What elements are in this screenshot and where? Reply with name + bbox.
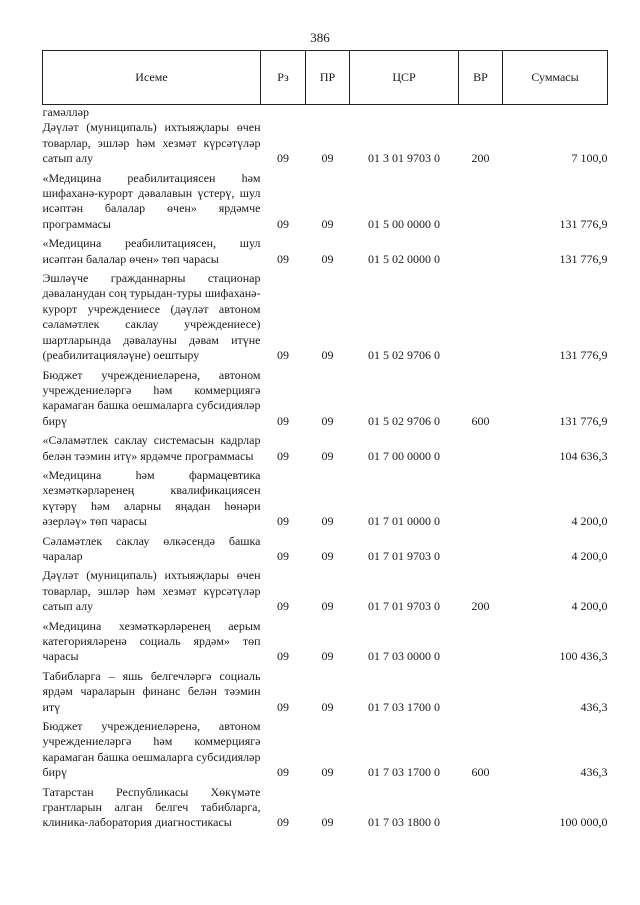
header-pr: ПР (306, 51, 350, 105)
row-sum: 436,3 (580, 765, 608, 780)
row-csr: 01 7 01 9703 0 (368, 548, 440, 563)
row-name: «Медицина реабилитациясен һәм шифаханә-курорт дәвалавын үстерү, шул исәптән балалар өчен» ярдәмче программасы (42, 170, 261, 231)
row-name: Бюджет учреждениеләренә, автоном учреждениеләргә һәм коммерциягә карамаган башка оешмаларга субсидияләр бирү (42, 367, 261, 428)
row-csr: 01 5 02 9706 0 (368, 413, 440, 428)
row-sum: 100 436,3 (559, 649, 608, 664)
header-rz: Рз (261, 51, 306, 105)
table-row (43, 468, 608, 534)
row-csr: 01 7 03 0000 0 (368, 649, 440, 664)
row-vr: 600 (471, 413, 490, 428)
row-rz: 09 (277, 251, 289, 266)
row-pr: 09 (321, 815, 334, 830)
page-number: 386 (310, 30, 330, 45)
row-rz: 09 (277, 765, 289, 780)
row-sum: 7 100,0 (571, 151, 608, 166)
row-sum: 4 200,0 (571, 548, 608, 563)
table-row (43, 120, 608, 170)
row-name: «Медицина хезмәткәрләренең аерым категорияләренә социаль ярдәм» төп чарасы (42, 618, 261, 664)
row-pr: 09 (321, 765, 334, 780)
row-csr: 01 5 02 0000 0 (368, 251, 440, 266)
table-row (43, 534, 608, 569)
row-csr: 01 7 01 9703 0 (368, 599, 440, 614)
row-csr: 01 5 02 9706 0 (368, 348, 440, 363)
row-pr: 09 (321, 251, 334, 266)
row-csr: 01 3 01 9703 0 (368, 151, 440, 166)
table-row (43, 368, 608, 434)
row-csr: 01 5 00 0000 0 (368, 216, 440, 231)
row-csr: 01 7 03 1700 0 (368, 765, 440, 780)
row-rz: 09 (277, 151, 289, 166)
row-pr: 09 (321, 599, 334, 614)
row-rz: 09 (277, 448, 289, 463)
row-csr: 01 7 00 0000 0 (368, 448, 440, 463)
row-name: Эшләүче гражданнарны стационар дәваланудан соң турыдан-туры шифаханә-курорт учреждениесе (дәүләт автоном сәламәтлек саклау учреждениесе) шартларында дәвалауны дәвам итүне (реабилитацияләүне) оештыру (42, 271, 261, 363)
header-vr: ВР (459, 51, 503, 105)
table-header-row (43, 51, 608, 105)
row-pr: 09 (321, 649, 334, 664)
row-vr (459, 433, 503, 468)
row-name: Бюджет учреждениеләренә, автоном учреждениеләргә һәм коммерциягә карамаган башка оешмаларга субсидияләр бирү (42, 719, 261, 780)
row-sum: 131 776,9 (559, 413, 608, 428)
table-row (43, 719, 608, 785)
row-pr: 09 (321, 216, 334, 231)
row-pr: 09 (321, 514, 334, 529)
row-vr (459, 236, 503, 271)
row-pr: 09 (321, 448, 334, 463)
table-row (43, 433, 608, 468)
row-vr (459, 468, 503, 534)
row-name: «Медицина реабилитациясен, шул исәптән балалар өчен» төп чарасы (42, 236, 261, 266)
row-name: Дәүләт (муниципаль) ихтыяҗлары өчен товарлар, эшләр һәм хезмәт күрсәтүләр сатып алу (42, 568, 261, 614)
table-row (43, 271, 608, 367)
row-sum: 104 636,3 (559, 448, 608, 463)
row-rz: 09 (277, 649, 289, 664)
row-rz: 09 (277, 514, 289, 529)
row-vr (459, 171, 503, 237)
row-sum: 4 200,0 (571, 514, 608, 529)
row-csr: 01 7 01 0000 0 (368, 514, 440, 529)
table-row (43, 669, 608, 719)
row-pr: 09 (321, 151, 334, 166)
row-rz: 09 (277, 815, 289, 830)
row-sum: 131 776,9 (559, 251, 608, 266)
row-vr (459, 619, 503, 669)
row-vr (459, 785, 503, 835)
header-csr: ЦСР (350, 51, 459, 105)
row-rz: 09 (277, 548, 289, 563)
row-rz: 09 (277, 699, 289, 714)
row-rz: 09 (277, 413, 289, 428)
row-sum: 131 776,9 (559, 348, 608, 363)
row-csr: 01 7 03 1700 0 (368, 699, 440, 714)
row-csr: 01 7 03 1800 0 (368, 815, 440, 830)
row-name: Дәүләт (муниципаль) ихтыяҗлары өчен товарлар, эшләр һәм хезмәт күрсәтүләр сатып алу (42, 120, 261, 166)
row-rz: 09 (277, 599, 289, 614)
row-pr: 09 (321, 548, 334, 563)
row-rz: 09 (277, 216, 289, 231)
row-sum: 131 776,9 (559, 216, 608, 231)
row-sum: 436,3 (580, 699, 608, 714)
budget-table (42, 50, 608, 835)
row-pr: 09 (321, 413, 334, 428)
row-pr: 09 (321, 699, 334, 714)
row-name: Табибларга – яшь белгечләргә социаль ярдәм чараларын финанс белән тәэмин итү (42, 668, 261, 714)
table-row (43, 785, 608, 835)
row-vr: 200 (471, 599, 490, 614)
row-rz: 09 (277, 348, 289, 363)
row-vr (459, 271, 503, 367)
row-name: Татарстан Республикасы Хөкүмәте грантларын алган белгеч табибларга, клиника-лаборатория диагностикасы (42, 784, 261, 830)
row-pr: 09 (321, 348, 334, 363)
table-row (43, 619, 608, 669)
row-sum: 100 000,0 (559, 815, 608, 830)
header-name: Исеме (43, 51, 261, 105)
continuation-row (43, 105, 608, 121)
table-row (43, 568, 608, 618)
row-name: Сәламәтлек саклау өлкәсендә башка чаралар (42, 533, 261, 563)
continuation-text: гамәлләр (42, 105, 89, 119)
table-row (43, 171, 608, 237)
row-name: «Сәламәтлек саклау системасын кадрлар белән тәэмин итү» ярдәмче программасы (42, 433, 261, 463)
table-row (43, 236, 608, 271)
header-sum: Суммасы (503, 51, 608, 105)
row-sum: 4 200,0 (571, 599, 608, 614)
row-vr: 200 (471, 151, 490, 166)
row-name: «Медицина һәм фармацевтика хезмәткәрләренең квалификациясен күтәрү һәм аларны яңадан һөнәри әзерләү» төп чарасы (42, 467, 261, 529)
row-vr: 600 (471, 765, 490, 780)
row-vr (459, 534, 503, 569)
row-vr (459, 669, 503, 719)
